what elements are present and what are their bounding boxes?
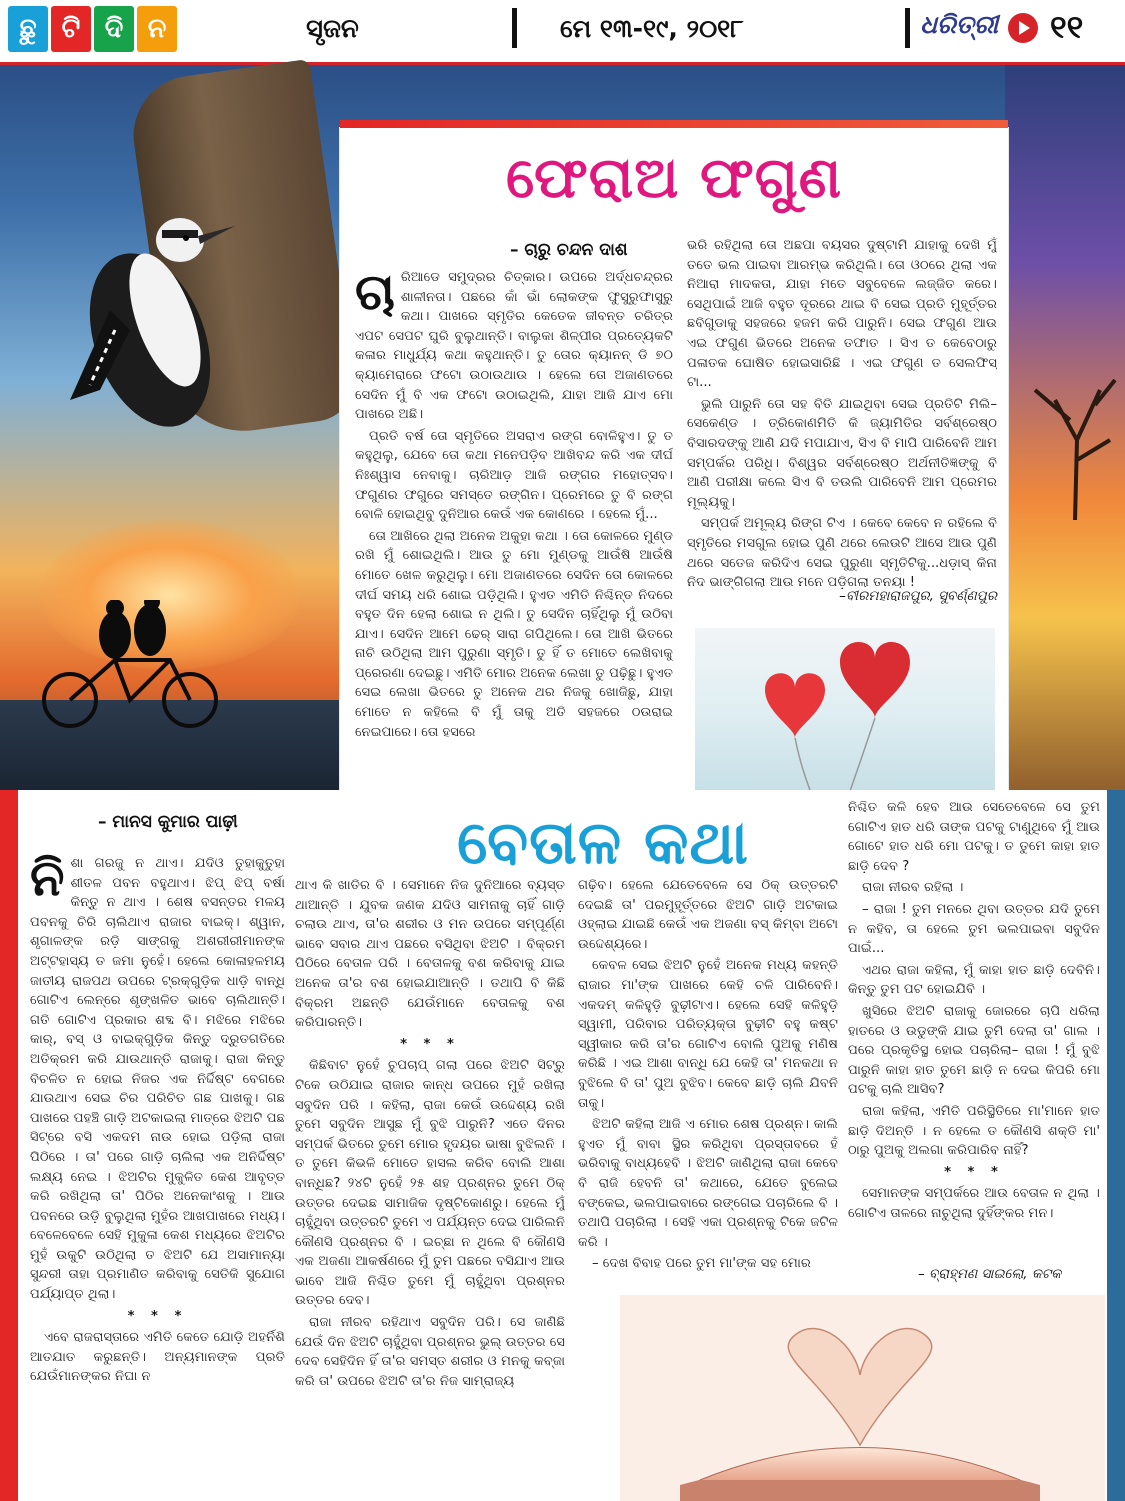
- paragraph: [30, 850, 285, 1305]
- decorative-strip: [1107, 790, 1125, 1501]
- paragraph: ରାଜା କହିଲା, ଏମିତି ପରିସ୍ଥିତିରେ ମା'ମାନେ ହାତ ଛାଡ଼ି ଦିଅନ୍ତି । ନ ହେଲେ ତ କୌଣସି ଶକ୍ତି ମା' ଠାରୁ ପୁଅକୁ ଅଲଗା କରିପାରିବ ନାହିଁ?: [848, 1103, 1100, 1159]
- paragraph: ଖୁସିରେ ଝିଅଟି ରାଜାକୁ ଜୋରରେ ଚାପି ଧରିଲା ହାତରେ ଓ ଉଡୁଙ୍କି ଯାଇ ତୁମି ଦେଲା ତା' ଗାଲ । ପରେ ପ୍ରକୃତିସ୍ଥ ହୋଇ ପଚାରିଲା– ରାଜା ! ମୁଁ ବୁଝି ପାରୁନି କାହା ହାତ ତୁମେ ଛାଡ଼ି ନ ଦେଇ କିପରି ମୋ ପଟକୁ ଚାଲି ଆସିବ?: [848, 1003, 1100, 1098]
- paragraph: ନିଶ୍ଚିତ କଳି ହେବ ଆଉ ସେତେବେଳେ ସେ ତୁମ ଗୋଟିଏ ହାତ ଧରି ତାଙ୍କ ପଟକୁ ଟାଣୁଥିବେ ମୁଁ ଆଉ ଗୋଟେ ହାତ ଧରି ମୋ ପଟକୁ। ତ ତୁମେ କାହା ହାତ ଛାଡ଼ି ଦେବ ?: [848, 800, 1100, 874]
- divider: [512, 8, 517, 48]
- paragraph: ସେମାନଙ୍କ ସମ୍ପର୍କରେ ଆଉ ବେତାଳ ନ ଥିଲା । ଗୋଟିଏ ତାଳରେ ନାଚୁଥିଲା ଦୁହିଁଙ୍କର ମନ।: [848, 1186, 1100, 1221]
- paragraph: – ଦେଖ ବିବାହ ପରେ ତୁମ ମା'ଙ୍କ ସହ ମୋର: [592, 1256, 811, 1272]
- paragraph: ଭରି ରହିଥିଲା ତୋ ଅଛପା ବୟସର ଦୁଷ୍ଟାମି ଯାହାକୁ ଦେଖି ମୁଁ ତତେ ଭଲ ପାଇବା ଆରମ୍ଭ କରିଥିଲି। ତୋ ଓଠରେ ଥିଲା ଏକ ନିଆରା ମାଦକତା, ଯାହା ମତେ ସବୁବେଳେ ଲଜ୍ଜିତ କରେ। ସେଥିପାଇଁ ଆଜି ବହୁତ ଦୂରରେ ଥାଇ ବି ସେଇ ପ୍ରତି ମୁହୂର୍ତ୍ତର ଛବିଗୁଡାକୁ ସହଜରେ ହଜମ କରି ପାରୁନି। ସେଇ ଫଗୁଣ ଆଉ ଏଇ ଫଗୁଣ ଭିତରେ ଅନେକ ତଫାତ । ସିଏ ତ କେବେଠାରୁ ପଳାତକ ଘୋଷିତ ହୋଇସାରିଛି । ଏଇ ଫଗୁଣ ତ ସେଲଫିସ୍ ଟା...: [687, 238, 997, 391]
- story-title: ବେତାଳ କଥା: [457, 808, 749, 878]
- paragraph: ଥାଏ କି ଖାତିର ବି । ସେମାନେ ନିଜ ଦୁନିଆରେ ବ୍ୟସ୍ତ ଥାଆନ୍ତି । ଯୁବକ ଜଣକ ଯଦିଓ ସାମନାକୁ ଚାହିଁ ଗାଡ଼ି ଚଲାଉ ଥାଏ, ତା'ର ଶରୀର ଓ ମନ ଉପରେ ସମ୍ପୂର୍ଣ୍ଣ ଭାବେ ସବାର ଥାଏ ପଛରେ ବସିଥିବା ଝିଅଟି । ବିକ୍ରମ ପିଠିରେ ବେତାଳ ପରି । ବେତାଳକୁ ବଶ କରିବାକୁ ଯାଇ ଅନେକ ତା'ର ବଶ ହୋଇଯାଆନ୍ତି । ତଥାପି ବି କିଛି ବିକ୍ରମ ଅଛନ୍ତି ଯେଉଁମାନେ ବେତାଳକୁ ବଶ କରିପାରନ୍ତି।: [295, 878, 565, 1031]
- brand-char: ଦି: [94, 6, 134, 52]
- paragraph: କିଛିବାଟ ନୁହେଁ ଚୁପଚାପ୍ ଗଲା ପରେ ଝିଅଟି ସିଟ୍‌ରୁ ଟିକେ ଉଠିଯାଇ ରାଜାର କାନ୍ଧ ଉପରେ ମୁହଁ ରଖିଲା ସବୁଦିନ ପରି । କହିଲା, ରାଜା କେଉଁ ଉଦ୍ଦେଶ୍ୟ ରଖି ତୁମେ ସବୁଦିନ ଆସୁଛ ମୁଁ ବୁଝି ପାରୁନି? ଏତେ ଦିନର ସମ୍ପର୍କ ଭିତରେ ତୁମେ ମୋର ହୃଦୟର ଭାଷା ବୁଝିଲନି । ତ ତୁମେ କିଭଳି ମୋତେ ହାସଲ କରିବ ବୋଲି ଆଶା ବାନ୍ଧିଛ? ୨୪ଟି ନୁହେଁ ୨୫ ଶହ ପ୍ରଶ୍ନର ତୁମେ ଠିକ୍ ଉତ୍ତର ଦେଇଛ ସାମାଜିକ ଦୃଷ୍ଟିକୋଣରୁ। ହେଲେ ମୁଁ ଚାହୁଁଥିବା ଉତ୍ତରଟି ତୁମେ ଏ ପର୍ଯ୍ୟନ୍ତ ଦେଇ ପାରିଲନି କୌଣସି ପ୍ରଶ୍ନର ବି । ଇଚ୍ଛା ନ ଥିଲେ ବି କୌଣସି ଏକ ଅଜଣା ଆକର୍ଷଣରେ ମୁଁ ତୁମ ପଛରେ ବସିଯାଏ ଆଉ ଭାବେ ଆଜି ନିଶ୍ଚିତ ତୁମେ ମୁଁ ଚାହୁଁଥିବା ପ୍ରଶ୍ନର ଉତ୍ତର ଦେବ।: [295, 1058, 565, 1309]
- paragraph: ଗଢ଼ିବ। ହେଲେ ଯେତେବେଳେ ସେ ଠିକ୍ ଉତ୍ତରଟି ଦେଇଛି ତା' ପରମୁହୂର୍ତ୍ତରେ ଝିଅଟି ଗାଡ଼ି ଅଟକାଇ ଓହ୍ଲାଇ ଯାଇଛି କେଉଁ ଏକ ଅଜଣା ବସ୍ କିମ୍ବା ଅଟୋ ଉଦ୍ଦେଶ୍ୟରେ।: [578, 878, 838, 952]
- story-column: [295, 876, 565, 1496]
- brand-char: ଟି: [51, 6, 91, 52]
- divider: [905, 8, 910, 48]
- play-icon: [1008, 13, 1038, 43]
- brand-logo: [8, 6, 177, 52]
- story-column: [30, 850, 285, 1500]
- drop-cap: ନି: [30, 850, 65, 907]
- section-break: * * *: [944, 1164, 1004, 1180]
- paragraph-text: ଶା ଗରଜୁ ନ ଥାଏ। ଯଦିଓ ତୁହାକୁତୁହା ଶୀତଳ ପବନ ବହୁଥାଏ। ଝିପ୍ ଝିପ୍ ବର୍ଷା କିନ୍ତୁ ନ ଥାଏ । ଶେଷ ବସନ୍ତର ମଳୟ ପବନକୁ ଚିରି ଚାଲିଥାଏ ରାଜାର ବାଇକ୍। ଶ୍ୱାନ, ଶୃଗାଳଙ୍କ ରଡ଼ି ସାଙ୍ଗକୁ ଅଶରୀରୀମାନଙ୍କ ଅଟ୍ଟହାସ୍ୟ ତ ଜମା ନୁହେଁ। ହେଲେ କୋଳାହଳମୟ ଜାତୀୟ ରାଜପଥ ଉପରେ ଟ୍ରକ୍‌ଗୁଡ଼ିକ ଧାଡ଼ି ବାନ୍ଧି ଗୋଟିଏ ଲେନ୍‌ରେ ଶୃଙ୍ଖଳିତ ଭାବେ ଚାଲିଥାନ୍ତି। ଗତି ଗୋଟିଏ ପ୍ରକାର ଶବ୍ଦ ବି। ମଝିରେ ମଝିରେ କାର୍, ବସ୍ ଓ ବାଇକ୍‌ଗୁଡ଼ିକ କିନ୍ତୁ ଦ୍ରୁତଗତିରେ ଅତିକ୍ରମ କରି ଯାଉଥାନ୍ତି ରାଜାକୁ। ରାଜା କିନ୍ତୁ ବିଚଳିତ ନ ହୋଇ ନିଜର ଏକ ନିର୍ଦ୍ଦିଷ୍ଟ ବେଗରେ ଯାଉଥାଏ ସେଇ ଚିର ପରିଚିତ ଗଛ ପାଖକୁ। ଗଛ ପାଖରେ ପହଞ୍ଚି ଗାଡ଼ି ଅଟକାଇଲା ମାତ୍ରେ ଝିଅଟି ପଛ ସିଟ୍‌ରେ ବସି ଏକଦମ ନାଉ ହୋଇ ପଡ଼ିଲା ରାଜା ପିଠିରେ । ତା' ପରେ ଗାଡ଼ି ଚାଲିଲା ଏକ ଅନିର୍ଦ୍ଦିଷ୍ଟ ଲକ୍ଷ୍ୟ ନେଇ । ଝିଅଟିର ମୁକୁଳିତ କେଶ ଆବୃତ୍ତ କରି ରଖିଥିଲା ତା' ପିଠିର ଅନେକାଂଶକୁ । ଆଉ ପବନରେ ଉଡ଼ି ବୁଲୁଥିଲା ମୁହଁର ଆଖପାଖରେ ମଧ୍ୟ। ବେଳେବେଳେ ସେହି ମୁକୁଳା କେଶ ମଧ୍ୟରେ ଝିଅଟିର ମୁହଁ ଉକୁଟି ଉଠିଥିଲା ତ ଝିଅଟି ଯେ ଅସାମାନ୍ୟା ସୁନ୍ଦରୀ ତାହା ପ୍ରମାଣିତ କରିବାକୁ ସେତିକି ସୁଯୋଗ ପର୍ଯ୍ୟାପ୍ତ ଥିଲା।: [30, 856, 285, 1303]
- section-name: ସୃଜନ: [306, 14, 359, 44]
- paragraph: ଏଥର ରାଜା କହିଲା, ମୁଁ କାହା ହାତ ଛାଡ଼ି ଦେବିନି। କିନ୍ତୁ ତୁମ ପଟ ହୋଇଯିବି ।: [848, 962, 1100, 998]
- brand-char: ଛୁ: [8, 6, 48, 52]
- story-byline: – ମାନସ କୁମାର ପାଢ଼ୀ: [98, 812, 238, 832]
- paragraph: ସମ୍ପର୍କ ଅମୂଲ୍ୟ ରିଙ୍ଗ ଟିଏ । କେବେ କେବେ ନ ରହିଲେ ବି ସ୍ମୃତିରେ ମସଗୁଲ ହୋଇ ପୁଣି ଥରେ ଲେଉଟି ଆସେ ଆଉ ପୁଣି ଥରେ ସତେଜ କରିଦିଏ ସେଇ ପୁରୁଣା ସ୍ମୃତିଟିକୁ...ଧଡ଼ାସ୍ କିନା ନିଦ ଭାଙ୍ଗିଗଲା ଆଉ ମନେ ପଡ଼ିଗଲା ତନୟା !: [687, 516, 997, 591]
- paragraph: [355, 268, 673, 425]
- woodpecker-image: [30, 200, 260, 440]
- paragraph: ଝିଅଟି କହିଲା ଆଜି ଏ ମୋର ଶେଷ ପ୍ରଶ୍ନ। କାଲି ହୁଏତ ମୁଁ ବାବା ସ୍ଥିର କରିଥିବା ପ୍ରସ୍ତାବରେ ହଁ ଭରିବାକୁ ବାଧ୍ୟହେବି । ଝିଅଟି ଜାଣିଥିଲା ରାଜା କେବେ ବି ରାଜି ହେବନି ତା' କଥାରେ, ଯେତେ ବୁଲେଇ ବଙ୍କେଇ, ଭଲପାଇବାରେ ରଙ୍ଗେଇ ପଚାରିଲେ ବି । ତଥାପି ପଚାରିଲା । ସେହି ଏକା ପ୍ରଶ୍ନକୁ ଟିକେ ଜଟିଳ କରି ।: [578, 1117, 838, 1250]
- brand-char: ନ: [137, 6, 177, 52]
- section-break: * * *: [127, 1308, 188, 1324]
- story-column: [355, 268, 673, 838]
- decorative-strip: [0, 790, 18, 1501]
- paragraph: ଭୁଲି ପାରୁନି ତୋ ସହ ବିତି ଯାଇଥିବା ସେଇ ପ୍ରତିଟି ମିଲି–ସେକେଣ୍ଡ । ତ୍ରିକୋଣମିତି କି ଜ୍ୟାମିତିର ସର୍ବଶ୍ରେଷ୍ଠ ବିସାରଦଙ୍କୁ ଆଣି ଯଦି ମପାଯାଏ, ସିଏ ବି ମାପି ପାରିବେନି ଆମ ସମ୍ପର୍କର ପରିଧି। ବିଶ୍ୱର ସର୍ବଶ୍ରେଷ୍ଠ ଅର୍ଥନୀତିଜ୍ଞଙ୍କୁ ବି ଆଣି ପରୀକ୍ଷା କଲେ ସିଏ ବି ତଉଲି ପାରିବେନି ଆମ ପ୍ରେମର ମୂଲ୍ୟକୁ।: [687, 396, 997, 510]
- page-number: ୧୧: [1050, 8, 1084, 46]
- paragraph: ତୋ ଆଖିରେ ଥିଲା ଅନେକ ଅକୁହା କଥା । ତୋ କୋଳରେ ମୁଣ୍ଡ ରଖି ମୁଁ ଶୋଇଥିଲି। ଆଉ ତୁ ମୋ ମୁଣ୍ଡକୁ ଆଉଁଷି ଆଉଁଷି ମୋତେ ଖେଳ କରୁଥିଲୁ। ମୋ ଅଜାଣତରେ ସେଦିନ ତୋ କୋଳରେ ଦୀର୍ଘ ସମୟ ଧରି ଶୋଇ ପଡ଼ିଥିଲି। ହୁଏତ ଏମିତି ନିଶ୍ଚିନ୍ତ ନିଦରେ ବହୁତ ଦିନ ହେଲା ଶୋଇ ନ ଥିଲି। ତୁ ସେଦିନ ଚାହିଁଥିଲୁ ମୁଁ ଉଠିବା ଯାଏ। ସେଦିନ ଆମେ ଢେର୍ ସାରା ଗପିଥିଲେ। ତୋ ଆଖି ଭିତରେ ନାଚି ଉଠିଥିଲା ଆମ ପୁରୁଣା ସ୍ମୃତି। ତୁ ହିଁ ତ ମୋତେ ଲେଖିବାକୁ ପ୍ରେରଣା ଦେଇଛୁ। ଏମିତି ମୋର ଅନେକ ଲେଖା ତୁ ପଢ଼ିଛୁ। ହୁଏତ ସେଇ ଲେଖା ଭିତରେ ତୁ ଅନେକ ଥର ନିଜକୁ ଖୋଜିଛୁ, ଯାହା ମୋତେ ନ କହିଲେ ବି ମୁଁ ତାକୁ ଅତି ସହଜରେ ଠଉରାଇ ନେଇପାରେ। ତୋ ହସରେ: [355, 528, 673, 740]
- paragraph: ଏବେ ରାଜରାସ୍ତାରେ ଏମିତି କେତେ ଯୋଡ଼ି ଅହର୍ନିଶି ଆତଯାତ କରୁଛନ୍ତି। ଅନ୍ୟମାନଙ୍କ ପ୍ରତି ଯେଉଁମାନଙ୍କର ନିଘା ନ: [30, 1330, 285, 1385]
- couple-on-bicycle-image: [20, 600, 260, 730]
- bare-tree-image: [1015, 350, 1125, 520]
- paragraph: ରାଜା ନୀରବ ରହିଲା ।: [862, 880, 964, 896]
- masthead: [0, 0, 1125, 65]
- story-panel-pherao-phaguna: [340, 128, 1008, 844]
- issue-date: ମେ ୧୩-୧୯, ୨୦୧୮: [560, 14, 744, 43]
- paragraph: – ରାଜା ! ତୁମ ମନରେ ଥିବା ଉତ୍ତର ଯଦି ତୁମେ ନ କହିବ, ତା ହେଲେ ତୁମ ଭଲପାଇବା ସବୁଦିନ ପାଇଁ...: [848, 901, 1100, 957]
- dharitri-logo: ଧରିତ୍ରୀ: [920, 10, 999, 39]
- drop-cap: ଚା: [355, 268, 395, 321]
- open-book-heart-image: [620, 1295, 1105, 1501]
- story-signoff: –ବୀରମହାରାଜପୁର, ସୁବର୍ଣ୍ଣପୁର: [839, 588, 997, 604]
- section-break: * * *: [400, 1036, 460, 1052]
- story-title: ଫେରାଅ ଫଗୁଣ: [505, 146, 843, 211]
- paragraph: ରାଜା ନୀରବ ରହିଥାଏ ସବୁଦିନ ପରି। ସେ ଜାଣିଛି ଯେଉଁ ଦିନ ଝିଅଟି ଚାହୁଁଥିବା ପ୍ରଶ୍ନର ଭୁଲ୍ ଉତ୍ତର ସେ ଦେବ ସେହିଦିନ ହିଁ ତା'ର ସମସ୍ତ ଶରୀର ଓ ମନକୁ କବ୍‌ଜା କରି ତା' ଉପରେ ଝିଅଟି ତା'ର ନିଜ ସାମ୍ରାଜ୍ୟ: [295, 1315, 565, 1389]
- story-signoff: – ବ୍ରାହ୍ମଣ ସାଇଲୋ, କଟକ: [918, 1266, 1062, 1282]
- paragraph-text: ରିଆଡେ ସମୁଦ୍ରର ଚିତ୍କାର। ଉପରେ ଅର୍ଦ୍ଧଚନ୍ଦ୍ରର ଶାଳୀନତା। ପଛରେ କାଁ ଭାଁ ଲୋକଙ୍କ ଫୁସୁରୁଫାସୁରୁ କଥା। ପାଖରେ ସ୍ମୃତିର କେତେକ ଜୀବନ୍ତ ଚରିତ୍ର ଏପଟ ସେପଟ ଘୁରି ବୁଲୁଥାନ୍ତି। ବାଲୁକା ଶିଳ୍ପୀର ପ୍ରତ୍ୟେକଟି କଳାର ମାଧୁର୍ଯ୍ୟ କଥା କହୁଥାନ୍ତି। ତୁ ତୋର କ୍ୟାନନ୍ ଡି ୭୦ କ୍ୟାମେରାରେ ଫଟୋ ଉଠାଉଥାଉ । ହେଲେ ତୋ ଅଜାଣତରେ ସେଦିନ ମୁଁ ବି ଏକ ଫଟୋ ଉଠାଇଥିଲି, ଯାହା ଆଜି ଯାଏ ମୋ ପାଖରେ ଅଛି।: [355, 270, 673, 423]
- paragraph: ପ୍ରତି ବର୍ଷ ତୋ ସ୍ମୃତିରେ ଅସରାଏ ରଙ୍ଗ ବୋଳିହୁଏ। ତୁ ତ କହୁଥିଲୁ, ଯେବେ ତୋ କଥା ମନେପଡ଼ିବ ଆଖିବନ୍ଦ କରି ଏକ ଦୀର୍ଘ ନିଃଶ୍ୱାସ ନେବାକୁ। ଚାରିଆଡ଼ ଆଜି ରଙ୍ଗର ମହୋତ୍ସବ। ଫଗୁଣର ଫଗୁରେ ସମସ୍ତେ ରଙ୍ଗିନ। ପ୍ରେମରେ ତୁ ବି ରଙ୍ଗ ବୋଳି ହୋଇଥିବୁ ଦୁନିଆର କେଉଁ ଏକ କୋଣରେ । ହେଲେ ମୁଁ...: [355, 428, 673, 523]
- story-byline: – ଚାରୁ ଚନ୍ଦନ ଦାଶ: [510, 240, 628, 260]
- paragraph: କେବଳ ସେଇ ଝିଅଟି ନୁହେଁ ଅନେକ ମଧ୍ୟ କହନ୍ତି ରାଜାର ମା'ଙ୍କ ପାଖରେ କେହି ଚଳି ପାରିବେନି। ଏକଦମ୍ କଳିହୁଡ଼ି ବୁଢ଼ୀଟାଏ। ହେଲେ ସେହି କଳିହୁଡ଼ି ସ୍ୱାମୀ, ପରିବାର ପରିତ୍ୟକ୍ତା ବୁଢ଼ୀଟି ବହୁ କଷ୍ଟ ସ୍ୱୀକାର କରି ତା'ର ଗୋଟିଏ ବୋଲି ପୁଅକୁ ମଣିଷ କରିଛି । ଏଇ ଆଶା ବାନ୍ଧି ଯେ କେହି ତା' ମନକଥା ନ ବୁଝିଲେ ବି ତା' ପୁଅ ବୁଝିବ। କେବେ ଛାଡ଼ି ଚାଲି ଯିବନି ତାକୁ।: [578, 958, 838, 1111]
